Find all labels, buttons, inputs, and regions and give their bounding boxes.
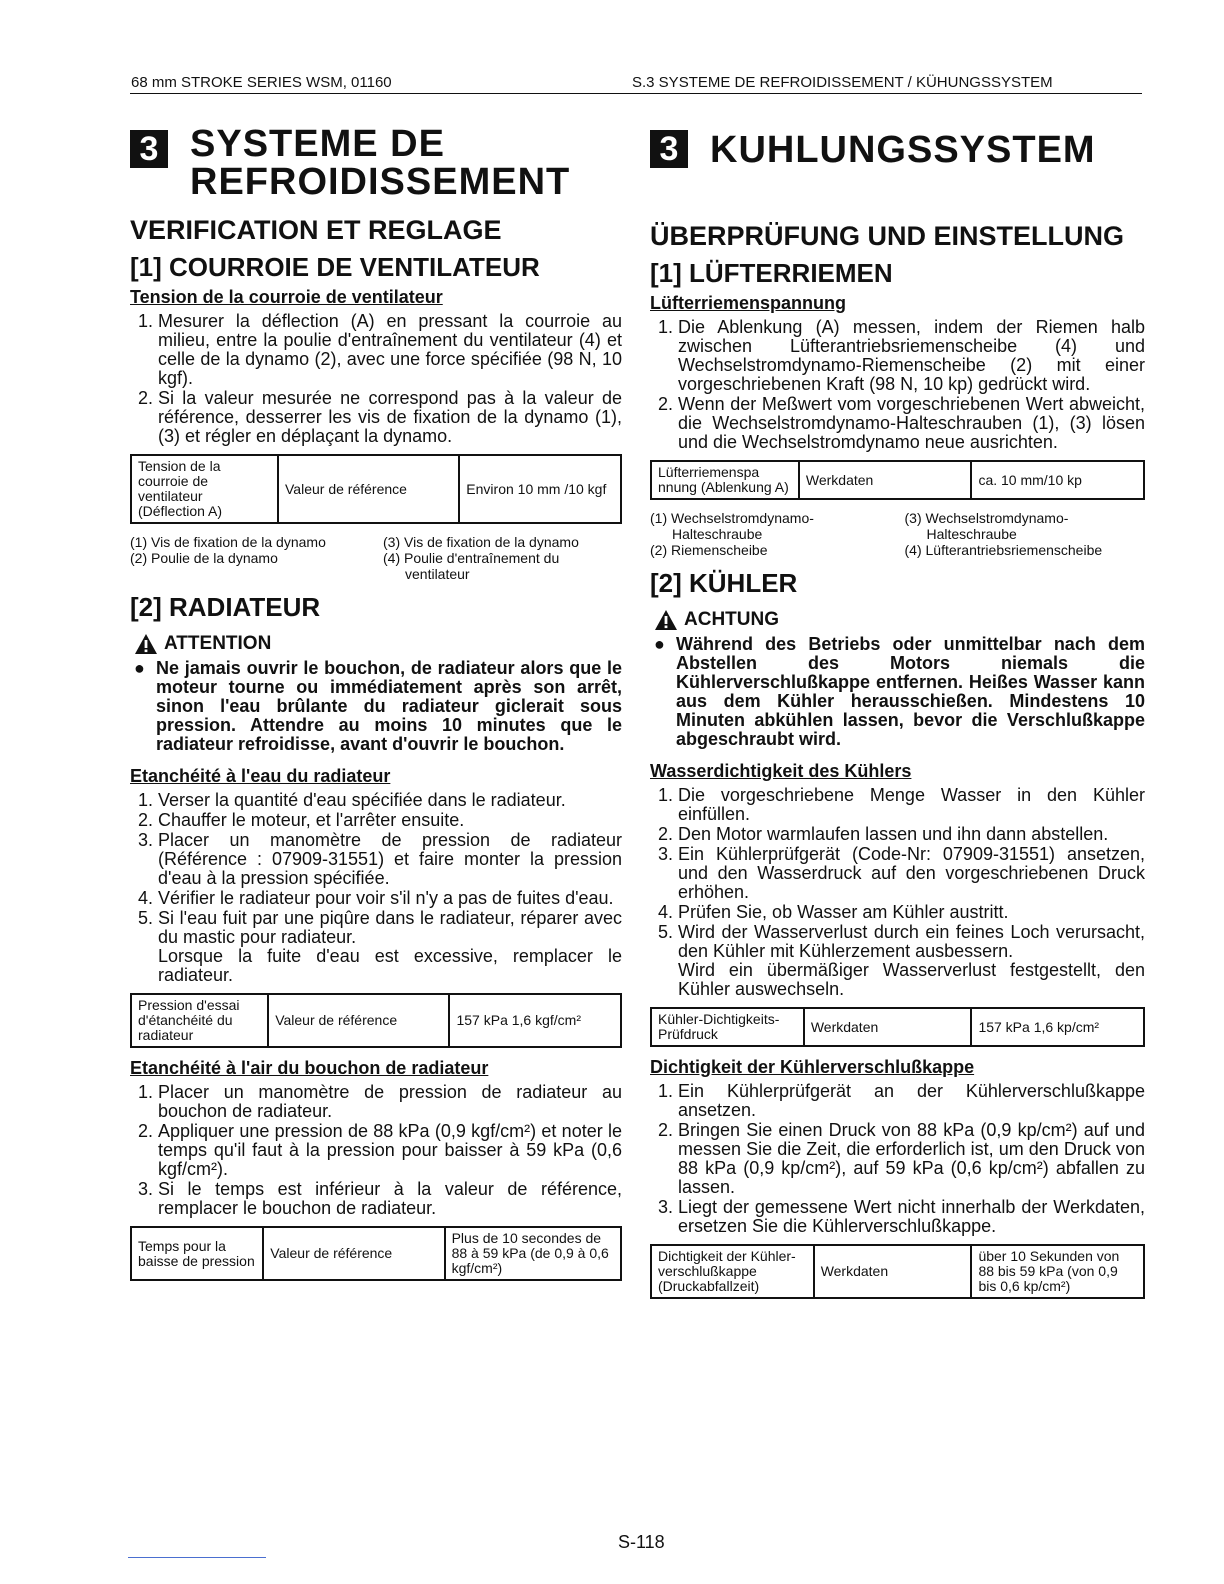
left-warning-heading <box>134 633 622 655</box>
list-item: 2. Si la valeur mesurée ne correspond pas à la valeur de référence, desserrer les vis de fixation de la dynamo (1), (3) et régler en déplaçant la dynamo. <box>158 389 622 446</box>
table-cell: über 10 Sekunden von 88 bis 59 kPa (von 0,9 bis 0,6 kp/cm²) <box>971 1245 1144 1298</box>
right-water-spec-table <box>650 1007 1145 1047</box>
table-row <box>651 461 1144 499</box>
list-item: 1. Ein Kühlerprüfgerät an der Kühlerverschlußkappe ansetzen. <box>678 1082 1145 1120</box>
left-water-steps <box>130 791 622 985</box>
bullet-icon: ● <box>134 658 145 678</box>
table-cell: Plus de 10 secondes de 88 à 59 kPa (de 0,9 à 0,6 kgf/cm²) <box>445 1227 621 1280</box>
right-fan-legend <box>650 510 1145 558</box>
right-air-subheading: Dichtigkeit der Kühlerverschlußkappe <box>650 1057 975 1077</box>
list-item: 1. Die vorgeschriebene Menge Wasser in den Kühler einfüllen. <box>678 786 1145 824</box>
list-item: 2. Wenn der Meßwert vom vorgeschriebenen Wert abweicht, die Wechselstromdynamo-Halteschrauben (1), (3) lösen und die Wechselstromdynamo neue ausrichten. <box>678 395 1145 452</box>
right-air-steps <box>650 1082 1145 1236</box>
warning-icon <box>134 633 158 655</box>
header-rule <box>130 93 1142 94</box>
left-air-subheading: Etanchéité à l'air du bouchon de radiateur <box>130 1058 489 1078</box>
right-fan-heading: [1] LÜFTERRIEMEN <box>650 258 893 288</box>
right-radiator-heading: [2] KÜHLER <box>650 568 798 598</box>
list-item-text: Si l'eau fuit par une piqûre dans le radiateur, réparer avec du mastic pour radiateur. <box>158 908 622 947</box>
right-warning-text <box>650 635 1145 749</box>
list-item: 2. Bringen Sie einen Druck von 88 kPa (0,9 kp/cm²) auf und messen Sie die Zeit, die erforderlich ist, um den Druck von 88 kPa (0,9 kp/cm²), auf 59 kPa (0,6 kp/cm²) abfallen zu lassen. <box>678 1121 1145 1197</box>
table-cell: Lüfterriemenspa nnung (Ablenkung A) <box>651 461 799 499</box>
left-fan-legend <box>130 534 622 582</box>
left-fan-spec-table <box>130 454 622 524</box>
right-fan-steps <box>650 318 1145 452</box>
list-item-note: Wird ein übermäßiger Wasserverlust festgestellt, den Kühler auswechseln. <box>678 960 1145 999</box>
list-item: 1. Die Ablenkung (A) messen, indem der Riemen halb zwischen Lüfterantriebsriemenscheibe (4) und Wechselstromdynamo-Riemenscheibe (2) mit einer vorgeschriebenen Kraft (98 N, 10 kp) gedrückt wird. <box>678 318 1145 394</box>
table-row <box>131 1227 621 1280</box>
right-warning-heading <box>654 609 1145 631</box>
left-warning-text <box>130 659 622 754</box>
table-cell: 157 kPa 1,6 kgf/cm² <box>449 994 621 1047</box>
left-radiator-heading: [2] RADIATEUR <box>130 592 321 622</box>
table-row <box>131 455 621 523</box>
table-cell: Dichtigkeit der Kühler-verschlußkappe (Druckabfallzeit) <box>651 1245 814 1298</box>
right-section-badge: 3 <box>650 130 688 168</box>
left-air-steps <box>130 1083 622 1218</box>
list-item: 4. Vérifier le radiateur pour voir s'il n'y a pas de fuites d'eau. <box>158 889 622 908</box>
left-column <box>130 125 622 1291</box>
warning-icon <box>654 609 678 631</box>
left-water-spec-table <box>130 993 622 1048</box>
table-cell: Valeur de référence <box>278 455 459 523</box>
table-cell: 157 kPa 1,6 kp/cm² <box>971 1008 1144 1046</box>
legend-item: (2) Poulie de la dynamo <box>130 550 278 566</box>
list-item: 3. Ein Kühlerprüfgerät (Code-Nr: 07909-31551) ansetzen, und den Wasserdruck auf den vorgeschriebenen Druck erhöhen. <box>678 845 1145 902</box>
list-item: 1. Verser la quantité d'eau spécifiée dans le radiateur. <box>158 791 622 810</box>
left-section-heading: VERIFICATION ET REGLAGE <box>130 215 502 245</box>
list-item: 2. Appliquer une pression de 88 kPa (0,9 kgf/cm²) et noter le temps qu'il faut à la pression pour baisser à 59 kPa (0,6 kgf/cm²). <box>158 1122 622 1179</box>
list-item: 2. Chauffer le moteur, et l'arrêter ensuite. <box>158 811 622 830</box>
table-cell: Werkdaten <box>804 1008 972 1046</box>
table-cell: Tension de la courroie de ventilateur (Déflection A) <box>131 455 278 523</box>
table-row <box>131 994 621 1047</box>
table-cell: Environ 10 mm /10 kgf <box>459 455 621 523</box>
table-cell: Werkdaten <box>799 461 972 499</box>
legend-item: (1) Vis de fixation de la dynamo <box>130 534 326 550</box>
list-item: 4. Prüfen Sie, ob Wasser am Kühler austritt. <box>678 903 1145 922</box>
list-item <box>678 923 1145 999</box>
legend-item: (4) Lüfterantriebsriemenscheibe <box>904 542 1103 558</box>
left-title-line2: REFROIDISSEMENT <box>190 161 571 203</box>
legend-item: (2) Riemenscheibe <box>650 542 768 558</box>
left-title-line1: SYSTEME DE <box>190 123 445 165</box>
table-cell: Pression d'essai d'étanchéité du radiateur <box>131 994 268 1047</box>
left-air-spec-table <box>130 1226 622 1281</box>
table-cell: Valeur de référence <box>268 994 449 1047</box>
table-cell: Temps pour la baisse de pression <box>131 1227 263 1280</box>
left-main-title <box>130 125 622 201</box>
left-title <box>190 125 570 201</box>
left-warning-label: ATTENTION <box>164 633 272 654</box>
right-section-heading: ÜBERPRÜFUNG UND EINSTELLUNG <box>650 221 1125 251</box>
left-water-subheading: Etanchéité à l'eau du radiateur <box>130 766 391 786</box>
header-left: 68 mm STROKE SERIES WSM, 01160 <box>131 74 392 91</box>
right-fan-spec-table <box>650 460 1145 500</box>
right-air-spec-table <box>650 1244 1145 1299</box>
legend-item: (3) Wechselstromdynamo-Halteschraube <box>904 510 1069 542</box>
list-item: 3. Si le temps est inférieur à la valeur de référence, remplacer le bouchon de radiateur. <box>158 1180 622 1218</box>
left-fan-steps <box>130 312 622 446</box>
header-right: S.3 SYSTEME DE REFROIDISSEMENT / KÜHUNGSSYSTEM <box>632 74 1053 91</box>
right-warning-body: Während des Betriebs oder unmittelbar nach dem Abstellen des Motors niemals die Kühlerverschlußkappe entfernen. Heißes Wasser kann aus dem Kühler herausschießen. Mindestens 10 Minuten abkühlen lassen, bevor die Verschlußkappe abgeschraubt wird. <box>676 634 1145 749</box>
page-number: S-118 <box>618 1532 665 1552</box>
footer-line <box>128 1557 266 1558</box>
left-fan-heading: [1] COURROIE DE VENTILATEUR <box>130 252 540 282</box>
list-item <box>158 909 622 985</box>
table-cell: Valeur de référence <box>263 1227 444 1280</box>
list-item-text: Wird der Wasserverlust durch ein feines Loch verursacht, den Kühler mit Kühlerzement ausbessern. <box>678 922 1145 961</box>
right-water-subheading: Wasserdichtigkeit des Kühlers <box>650 761 912 781</box>
table-cell: Kühler-Dichtigkeits-Prüfdruck <box>651 1008 804 1046</box>
list-item: 1. Mesurer la déflection (A) en pressant la courroie au milieu, entre la poulie d'entraînement du ventilateur (4) et celle de la dynamo (2), avec une force spécifiée (98 N, 10 kgf). <box>158 312 622 388</box>
left-section-badge: 3 <box>130 130 168 168</box>
table-row <box>651 1245 1144 1298</box>
table-cell: Werkdaten <box>814 1245 972 1298</box>
list-item: 2. Den Motor warmlaufen lassen und ihn dann abstellen. <box>678 825 1145 844</box>
right-title: KUHLUNGSSYSTEM <box>710 129 1096 171</box>
right-water-steps <box>650 786 1145 999</box>
right-column <box>650 125 1145 1309</box>
left-fan-subheading: Tension de la courroie de ventilateur <box>130 287 443 307</box>
right-fan-subheading: Lüfterriemenspannung <box>650 293 847 313</box>
left-warning-body: Ne jamais ouvrir le bouchon, de radiateur alors que le moteur tourne ou immédiatement après son arrêt, sinon l'eau brûlante du radiateur giclerait sous pression. Attendre au moins 10 minutes que le radiateur refroidisse, avant d'ouvrir le bouchon. <box>156 658 622 754</box>
table-cell: ca. 10 mm/10 kp <box>971 461 1144 499</box>
right-warning-label: ACHTUNG <box>684 609 779 630</box>
legend-item: (3) Vis de fixation de la dynamo <box>383 534 579 550</box>
table-row <box>651 1008 1144 1046</box>
right-main-title <box>650 125 1145 169</box>
legend-item: (4) Poulie d'entraînement du ventilateur <box>383 550 560 582</box>
list-item: 3. Placer un manomètre de pression de radiateur (Référence : 07909-31551) et faire monter la pression d'eau à la pression spécifiée. <box>158 831 622 888</box>
list-item-note: Lorsque la fuite d'eau est excessive, remplacer le radiateur. <box>158 946 622 985</box>
legend-item: (1) Wechselstromdynamo-Halteschraube <box>650 510 814 542</box>
bullet-icon: ● <box>654 634 665 654</box>
list-item: 1. Placer un manomètre de pression de radiateur au bouchon de radiateur. <box>158 1083 622 1121</box>
list-item: 3. Liegt der gemessene Wert nicht innerhalb der Werkdaten, ersetzen Sie die Kühlerverschlußkappe. <box>678 1198 1145 1236</box>
